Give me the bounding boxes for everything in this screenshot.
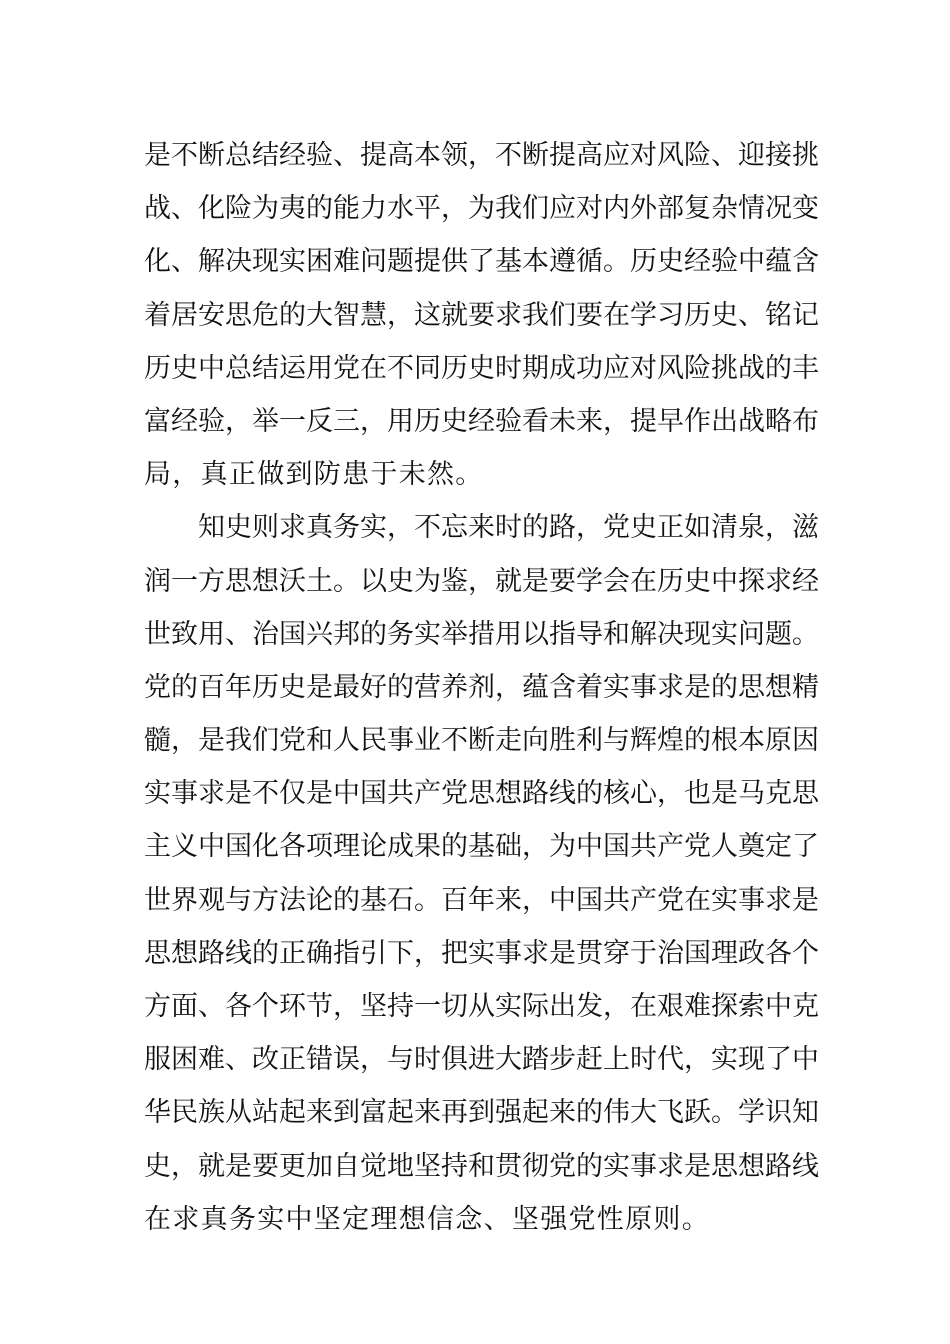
text-line: 历史中总结运用党在不同历史时期成功应对风险挑战的丰 [144, 352, 819, 384]
text-line: 华民族从站起来到富起来再到强起来的伟大飞跃。学识知 [144, 1097, 819, 1129]
text-line: 主义中国化各项理论成果的基础，为中国共产党人奠定了 [144, 831, 819, 863]
text-line: 服困难、改正错误，与时俱进大踏步赶上时代，实现了中 [144, 1044, 819, 1076]
text-line: 局，真正做到防患于未然。 [144, 459, 484, 491]
text-line: 化、解决现实困难问题提供了基本遵循。历史经验中蕴含 [144, 246, 819, 278]
text-line: 润一方思想沃土。以史为鉴，就是要学会在历史中探求经 [144, 565, 819, 597]
text-line: 髓，是我们党和人民事业不断走向胜利与辉煌的根本原因 [144, 725, 819, 757]
text-line: 战、化险为夷的能力水平，为我们应对内外部复杂情况变 [144, 193, 819, 225]
text-line: 在求真务实中坚定理想信念、坚强党性原则。 [144, 1203, 710, 1235]
text-line: 史，就是要更加自觉地坚持和贯彻党的实事求是思想路线 [144, 1150, 819, 1182]
text-line: 世界观与方法论的基石。百年来，中国共产党在实事求是 [144, 884, 819, 916]
text-line: 着居安思危的大智慧，这就要求我们要在学习历史、铭记 [144, 299, 819, 331]
paragraph-start-line: 知史则求真务实，不忘来时的路，党史正如清泉，滋 [198, 512, 819, 544]
text-line: 世致用、治国兴邦的务实举措用以指导和解决现实问题。 [144, 618, 819, 650]
text-line: 方面、各个环节，坚持一切从实际出发，在艰难探索中克 [144, 991, 819, 1022]
text-line: 富经验，举一反三，用历史经验看未来，提早作出战略布 [144, 405, 819, 437]
text-line: 思想路线的正确指引下，把实事求是贯穿于治国理政各个 [144, 937, 819, 969]
text-line: 实事求是不仅是中国共产党思想路线的核心，也是马克思 [144, 778, 819, 810]
text-line: 是不断总结经验、提高本领，不断提高应对风险、迎接挑 [144, 140, 819, 171]
body-text [144, 129, 819, 1246]
text-line: 党的百年历史是最好的营养剂，蕴含着实事求是的思想精 [144, 671, 819, 703]
